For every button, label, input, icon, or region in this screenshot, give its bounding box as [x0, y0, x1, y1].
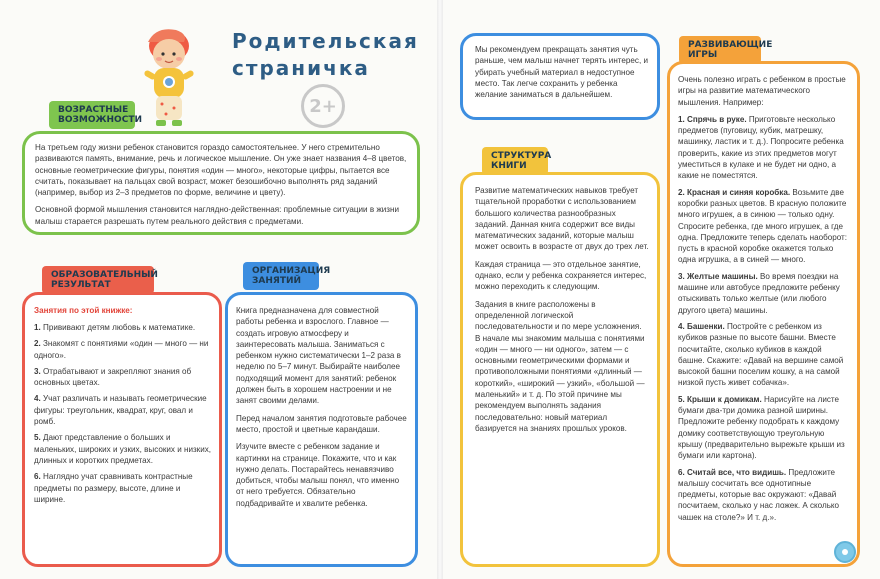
games-box [667, 61, 860, 567]
book-spine [437, 0, 443, 579]
edu-label: ОБРАЗОВАТЕЛЬНЫЙ РЕЗУЛЬТАТ [42, 266, 154, 294]
game-item: 2. Красная и синяя коробка. Возьмите две коробки разных цветов. В красную положите много игрушек, а в синюю — только одну. Спросите ребенка, где много игрушек, а где одна. Предложите теперь сделать наоборот: пусть в красной коробке окажется только одна игрушка, а в синей — много. [678, 187, 847, 265]
title-line-1: Родительская [232, 29, 419, 53]
structure-text [475, 185, 649, 440]
age-box [22, 131, 420, 235]
game-item: 3. Желтые машины. Во время поездки на машине или автобусе предложите ребенку отыскивать только желтые (или любого другого цвета) машины. [678, 271, 840, 315]
org-box [225, 292, 418, 567]
org-text [236, 305, 408, 515]
rec-paragraph: Мы рекомендуем прекращать занятия чуть раньше, чем малыш начнет терять интерес, и убирать учебный материал в недоступное место. Так легче сохранить у ребенка желание заниматься в дальнейшем. [475, 45, 648, 100]
edu-text [34, 305, 212, 510]
structure-paragraph-1: Развитие математических навыков требует тщательной проработки с использованием большого количества разнообразных заданий. Данная книга содержит все виды математических заданий, которые малыш может освоить в возрасте от двух до трех лет. [475, 186, 649, 252]
age-text [35, 142, 410, 233]
games-text [678, 74, 850, 528]
games-label: РАЗВИВАЮЩИЕ ИГРЫ [679, 36, 761, 64]
title-line-2: страничка [232, 56, 370, 80]
age-label: ВОЗРАСТНЫЕ ВОЗМОЖНОСТИ [49, 101, 135, 129]
structure-label: СТРУКТУРА КНИГИ [482, 147, 548, 175]
game-item: 4. Башенки. Постройте с ребенком из кубиков разные по высоте башни. Вместе посчитайте, сколько кубиков в каждой башне. Скажите: «Давай на вершине самой высокой башни поселим кошку, а на самой низкой пусть живет собачка». [678, 321, 844, 388]
game-item: 6. Считай все, что видишь. Предложите малышу сосчитать все однотипные предметы, которые вас окружают: «Давай посчитаем, сколько у нас ложек. А сколько чашек на столе?» И т. д.». [678, 467, 840, 522]
page-title [232, 28, 432, 82]
donut-icon [834, 541, 856, 563]
edu-heading: Занятия по этой книжке: [34, 306, 133, 315]
toddler-illustration [136, 24, 202, 132]
game-item: 5. Крыши к домикам. Нарисуйте на листе бумаги два-три домика разной ширины. Предложите ребенку подобрать к каждому домику соответствующую треугольную крышу (предварительно вырежьте крыши из бумаги или картона). [678, 394, 845, 461]
org-paragraph-1: Книга предназначена для совместной работы ребенка и взрослого. Главное — создать игровую атмосферу и заинтересовать малыша. Заниматься с ребенком нужно систематически 1–2 раза в неделю по 5–7 минут. Выбирайте наиболее подходящий момент для занятий: ребенок должен быть в хорошем настроении и не занят своими делами. [236, 306, 401, 406]
structure-paragraph-2: Каждая страница — это отдельное занятие, однако, если у ребенка сохраняется интерес, можно переходить к следующим. [475, 259, 647, 292]
age-badge: 2+ [301, 84, 345, 128]
list-item: 3. Отрабатывают и закрепляют знания об основных цветах. [34, 366, 192, 388]
list-item: 2. Знакомят с понятиями «один — много — ни одного». [34, 339, 209, 360]
structure-paragraph-3: Задания в книге расположены в определенной логической последовательности и по мере усложнения. В начале мы знакомим малыша с понятиями «один — много — ни одного», затем — с основными геометрическими формами и противоположными понятиями «длинный — короткий», «широкий — узкий», «большой — маленький» и т. д. По этой причине мы рекомендуем выполнять задания последовательно: новый материал базируется на знаниях прошлых уроков. [475, 299, 645, 433]
list-item: 4. Учат различать и называть геометрические фигуры: треугольник, квадрат, круг, овал и ромб. [34, 394, 207, 427]
age-paragraph-2: Основной формой мышления становится наглядно-действенная: проблемные ситуации в жизни малыш старается разрешать путем реального действия с предметами. [35, 205, 400, 226]
org-label: ОРГАНИЗАЦИЯ ЗАНЯТИЙ [243, 262, 319, 290]
list-item: 5. Дают представление о больших и маленьких, широких и узких, высоких и низких, длинных и коротких предметах. [34, 433, 212, 465]
games-intro: Очень полезно играть с ребенком в простые игры на развитие математического мышления. Например: [678, 75, 846, 107]
list-item: 6. Наглядно учат сравнивать контрастные предметы по размеру, высоте, длине и ширине. [34, 472, 193, 504]
structure-box [460, 172, 660, 567]
edu-box [22, 292, 222, 567]
org-paragraph-3: Изучите вместе с ребенком задание и картинки на странице. Покажите, что и как нужно делать. Постарайтесь ненавязчиво добиться, чтобы малыш понял, что именно от него требуется. Обязательно подбадривайте и хвалите ребенка. [236, 442, 400, 508]
recommendation-box [460, 33, 660, 120]
rec-text [475, 44, 649, 106]
list-item: 1. Прививают детям любовь к математике. [34, 323, 196, 332]
org-paragraph-2: Перед началом занятия подготовьте рабочее место, простой и цветные карандаши. [236, 413, 407, 434]
age-paragraph-1: На третьем году жизни ребенок становится гораздо самостоятельнее. У него стремительно развиваются память, внимание, речь и логическое мышление. Он уже знает названия 4–8 цветов, основные геометрические фигуры, понятия «один — много», некоторые цифры, пытается все считать, показывает на пальцах свой возраст, может безошибочно выполнять ряд заданий (например, выбор из 2–3 предметов по форме, величине и цвету). [35, 143, 407, 198]
game-item: 1. Спрячь в руке. Приготовьте несколько предметов (пуговицу, кубик, матрешку, машинку, ластик и т. д.). Попросите ребенка проверить, какие из этих предметов могут уместиться в кулаке и не будет ни одно, а какие не поместятся. [678, 114, 844, 181]
